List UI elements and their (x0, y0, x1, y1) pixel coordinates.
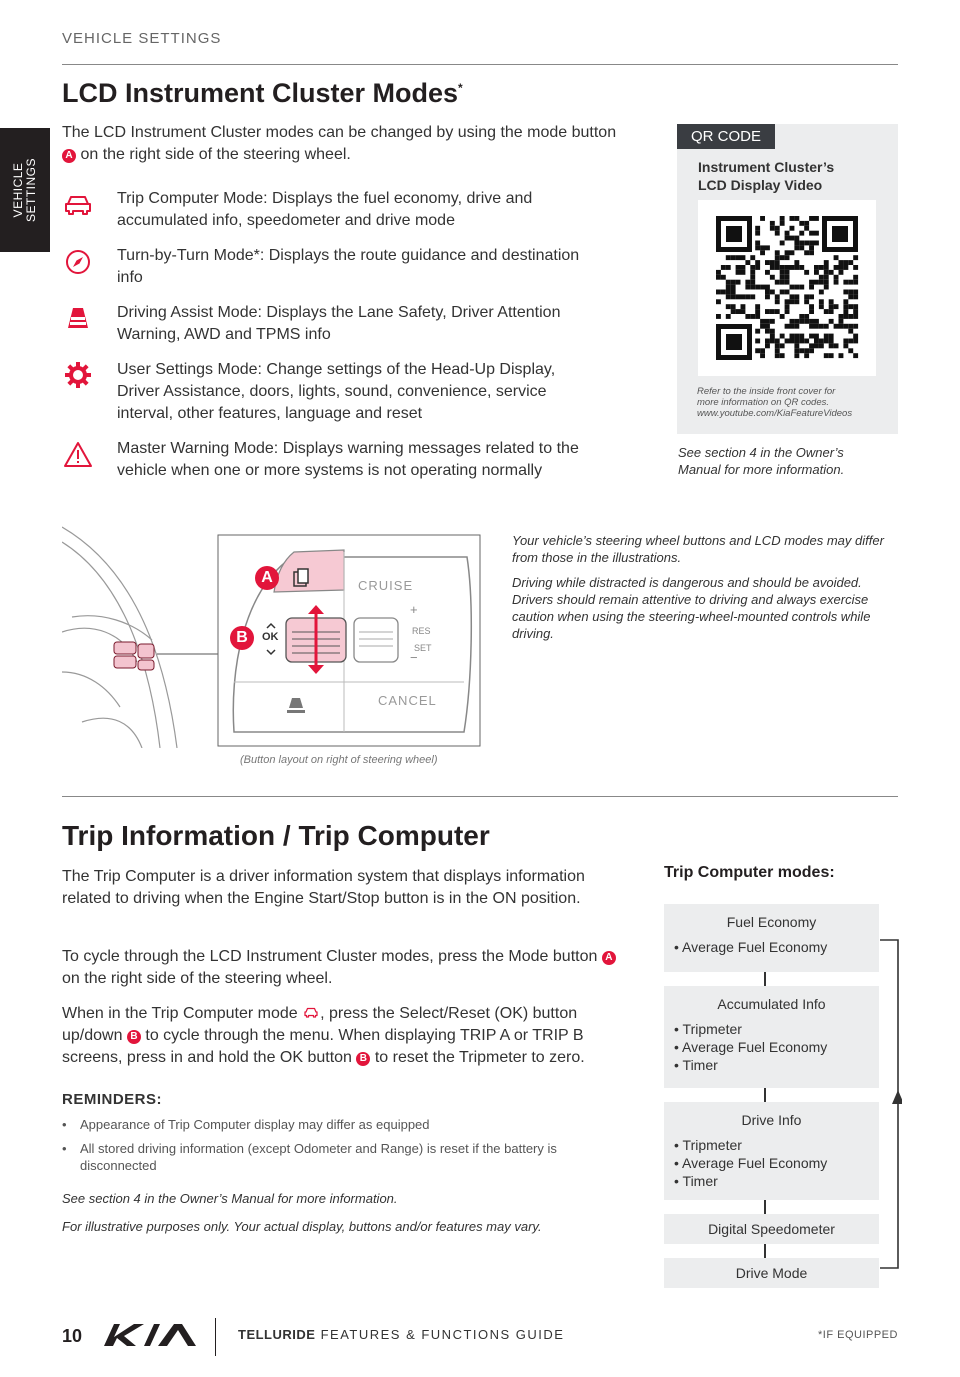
badge-b: B (127, 1030, 141, 1044)
tcm-list-item: • Tripmeter (674, 1021, 742, 1037)
section-divider (62, 796, 898, 797)
lane-icon (62, 304, 94, 332)
tcm-box-list (664, 938, 879, 956)
cancel-button: CANCEL (378, 693, 437, 708)
trip-p3-text-end: to reset the Tripmeter to zero. (370, 1049, 585, 1066)
trip-see-section: See section 4 in the Owner’s Manual for more information. (62, 1191, 398, 1206)
tcm-list-item: • Tripmeter (674, 1137, 742, 1153)
badge-a: A (62, 149, 76, 163)
mode-master-warning (62, 438, 582, 482)
callout-a: A (261, 569, 273, 586)
mode-trip-computer (62, 188, 582, 232)
qr-see-line: Manual for more information. (678, 462, 845, 477)
flow-connector (764, 1088, 766, 1102)
tcm-list-item: • Timer (674, 1057, 718, 1073)
trip-p3-text: to cycle through the menu. When displaying TRIP A or TRIP B screens, press in and hold the OK button (62, 1027, 584, 1066)
qr-title-line: LCD Display Video (698, 177, 823, 193)
tcm-fuel-economy (664, 904, 879, 972)
car-icon (302, 1005, 320, 1019)
qr-code-image (698, 200, 876, 376)
mode-text: User Settings Mode: Change settings of the Head-Up Display, Driver Assistance, doors, lights, sound, convenience, service interval, other features, language and reset (117, 361, 556, 422)
reminder-item (62, 1140, 562, 1174)
qr-title-line: Instrument Cluster’s (698, 159, 835, 175)
steering-illustration (62, 522, 482, 748)
lcd-intro-text: The LCD Instrument Cluster modes can be changed by using the mode button (62, 124, 617, 141)
kia-logo (100, 1320, 200, 1355)
page-number: 10 (62, 1326, 83, 1346)
lcd-intro (62, 122, 622, 166)
tcm-box-title: Drive Info (741, 1112, 802, 1128)
mode-text: Turn-by-Turn Mode*: Displays the route guidance and destination info (117, 247, 580, 286)
side-tab-label: VEHICLE SETTINGS (11, 158, 38, 223)
tcm-box-title: Fuel Economy (726, 914, 817, 930)
tcm-drive-mode (664, 1258, 879, 1288)
tcm-box-title: Drive Mode (735, 1265, 808, 1281)
mode-driving-assist (62, 302, 582, 346)
trip-p3-text: When in the Trip Computer mode (62, 1005, 303, 1022)
flow-connector (764, 972, 766, 986)
set-label: SET (414, 643, 432, 653)
trip-p2-text-end: on the right side of the steering wheel. (62, 970, 333, 987)
tcm-drive-info (664, 1102, 879, 1200)
side-tab (0, 128, 50, 252)
tcm-heading: Trip Computer modes: (664, 864, 835, 881)
car-icon (62, 190, 94, 218)
warning-icon (62, 440, 94, 468)
qr-note-line: more information on QR codes. (697, 397, 830, 408)
guide-name: FEATURES & FUNCTIONS GUIDE (320, 1327, 565, 1342)
gear-icon (62, 361, 94, 389)
qr-note-link[interactable]: www.youtube.com/KiaFeatureVideos (697, 408, 853, 419)
tcm-list-item: • Average Fuel Economy (674, 1155, 828, 1171)
trip-p2-text: To cycle through the LCD Instrument Cluster modes, press the Mode button (62, 948, 602, 965)
qr-note (697, 386, 887, 419)
tcm-list-item: • Average Fuel Economy (674, 1039, 828, 1055)
tcm-box-list (664, 1020, 879, 1074)
ok-button-label: OK (262, 631, 279, 643)
mode-user-settings (62, 359, 582, 425)
svg-text:+: + (410, 602, 418, 617)
qr-see-section (678, 444, 888, 478)
qr-code[interactable] (698, 200, 876, 376)
lcd-title-text: LCD Instrument Cluster Modes (62, 78, 459, 108)
cruise-button: CRUISE (358, 578, 414, 593)
svg-text:−: − (410, 650, 418, 665)
mode-text: Driving Assist Mode: Displays the Lane Safety, Driver Attention Warning, AWD and TPMS info (117, 304, 561, 343)
trip-p3-text: , press the Select/Reset (OK) button up/down (62, 1005, 578, 1044)
flow-connector (764, 1244, 766, 1258)
tcm-box-title: Accumulated Info (717, 996, 826, 1012)
tcm-accumulated-info (664, 986, 879, 1088)
lcd-title (62, 78, 463, 109)
loop-arrow (876, 936, 902, 1272)
flow-connector (764, 1200, 766, 1214)
footer-guide (238, 1327, 564, 1342)
reminder-text: Appearance of Trip Computer display may differ as equipped (80, 1117, 430, 1132)
qr-note-line: Refer to the inside front cover for (697, 386, 836, 397)
mode-text: Master Warning Mode: Displays warning messages related to the vehicle when one or more systems is not operating normally (117, 440, 579, 479)
bullet: • (62, 1141, 67, 1156)
reminder-item (62, 1116, 582, 1133)
trip-p1: The Trip Computer is a driver information system that displays information related to driving when the Engine Start/Stop button is in the ON position. (62, 868, 585, 907)
reminders-heading: REMINDERS: (62, 1091, 163, 1108)
model-name: TELLURIDE (238, 1327, 316, 1342)
tcm-digital-speedometer (664, 1214, 879, 1244)
badge-a: A (602, 951, 616, 965)
illustration-caption: (Button layout on right of steering wheel) (240, 754, 438, 766)
trip-p2 (62, 946, 637, 990)
reminder-text: All stored driving information (except Odometer and Range) is reset if the battery is disconnected (80, 1141, 557, 1173)
tcm-list-item: • Timer (674, 1173, 718, 1189)
footer-separator (215, 1318, 216, 1356)
mode-text: Trip Computer Mode: Displays the fuel economy, drive and accumulated info, speedometer and drive mode (117, 190, 533, 229)
compass-icon (62, 247, 94, 275)
mode-turn-by-turn (62, 245, 582, 289)
tcm-list-item: • Average Fuel Economy (674, 939, 828, 955)
lcd-intro-text-end: on the right side of the steering wheel. (76, 146, 351, 163)
if-equipped-note: *IF EQUIPPED (818, 1329, 898, 1341)
if-equipped-mark: * (458, 81, 463, 95)
trip-p3 (62, 1003, 642, 1069)
section-header: VEHICLE SETTINGS (62, 30, 222, 47)
steering-note-2: Driving while distracted is dangerous and should be avoided. Drivers should remain attentive to driving and always exercise caution when using the steering-wheel-mounted controls while driving. (512, 575, 871, 641)
tcm-box-title: Digital Speedometer (708, 1221, 835, 1237)
steering-note-1: Your vehicle’s steering wheel buttons and LCD modes may differ from those in the illustrations. (512, 533, 884, 565)
qr-title (698, 158, 878, 194)
callout-b: B (236, 629, 248, 646)
trip-title: Trip Information / Trip Computer (62, 820, 490, 851)
qr-tag: QR CODE (677, 124, 775, 149)
badge-b: B (356, 1052, 370, 1066)
bullet: • (62, 1117, 67, 1132)
illustrative-note: For illustrative purposes only. Your actual display, buttons and/or features may vary. (62, 1219, 542, 1234)
header-divider (62, 64, 898, 65)
qr-see-line: See section 4 in the Owner’s (678, 445, 844, 460)
kia-logo-mark (100, 1320, 200, 1350)
res-label: RES (412, 626, 431, 636)
tcm-box-list (664, 1136, 879, 1190)
